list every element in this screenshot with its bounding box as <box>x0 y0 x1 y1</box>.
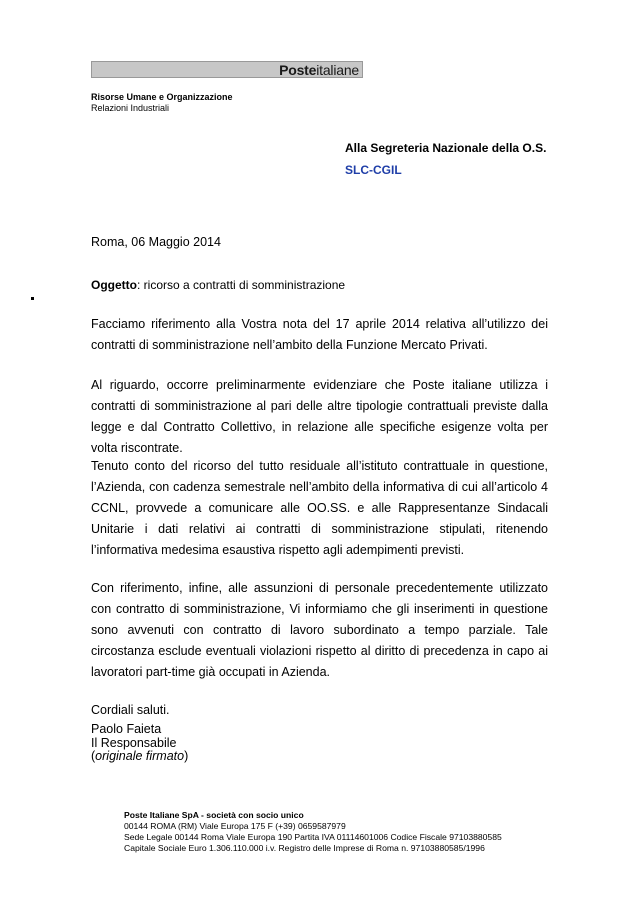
logo-regular-text: italiane <box>316 62 359 78</box>
signature-block <box>91 723 188 764</box>
margin-dot <box>31 297 34 300</box>
recipient-block <box>345 141 546 178</box>
note-text: originale firmato <box>95 749 185 763</box>
body-paragraph: Tenuto conto del ricorso del tutto residuale all’istituto contrattuale in questione, l’Azienda, con cadenza semestrale nell’ambito della informativa di cui all’articolo 4 CCNL, provvede a comunicare alle OO.SS. e alle Rappresentanze Sindacali Unitarie i dati relativi ai contratti di somministrazione stipulati, ritenendo l’informativa medesima esaustiva rispetto agli adempimenti previsti. <box>91 459 548 557</box>
office-name: Relazioni Industriali <box>91 103 170 113</box>
letter-subject <box>91 278 345 292</box>
recipient-line-2: SLC-CGIL <box>345 163 402 177</box>
note-open-paren: ( <box>91 749 96 763</box>
letterhead-bar <box>91 61 363 78</box>
body-paragraph: Facciamo riferimento alla Vostra nota del 17 aprile 2014 relativa all’utilizzo dei contratti di somministrazione nell’ambito della Funzione Mercato Privati. <box>91 317 548 352</box>
signature-note <box>91 750 188 764</box>
body-paragraph: Con riferimento, infine, alle assunzioni di personale precedentemente utilizzato con contratto di somministrazione, Vi informiamo che gli inserimenti in questione sono avvenuti con contratto di lavoro subordinato a tempo parziale. Tale circostanza esclude eventuali violazioni rispetto al diritto di precedenza in capo ai lavoratori part-time già occupati in Azienda. <box>91 581 548 679</box>
note-close-paren: ) <box>184 749 189 763</box>
subject-label: Oggetto <box>91 278 137 292</box>
body-paragraph: Al riguardo, occorre preliminarmente evidenziare che Poste italiane utilizza i contratti di somministrazione al pari delle altre tipologie contrattuali previste dalla legge e dal Contratto Collettivo, in relazione alle specifiche esigenze volta per volta riscontrate. <box>91 378 548 455</box>
sender-department <box>91 92 233 114</box>
footer-company: Poste Italiane SpA - società con socio unico <box>124 810 304 820</box>
signer-name: Paolo Faieta <box>91 722 162 736</box>
footer-address: 00144 ROMA (RM) Viale Europa 175 F (+39) 0659587979 <box>124 821 346 831</box>
footer-legal: Sede Legale 00144 Roma Viale Europa 190 Partita IVA 01114601006 Codice Fiscale 97103880585 <box>124 832 502 842</box>
logo-bold-text: Poste <box>279 62 317 78</box>
department-name: Risorse Umane e Organizzazione <box>91 92 233 102</box>
signer-role: Il Responsabile <box>91 735 177 750</box>
closing-salutation: Cordiali saluti. <box>91 703 170 717</box>
recipient-line-1: Alla Segreteria Nazionale della O.S. <box>345 141 547 155</box>
letter-footer <box>124 810 502 854</box>
letter-date: Roma, 06 Maggio 2014 <box>91 235 221 249</box>
poste-italiane-logo <box>279 62 359 79</box>
footer-capital: Capitale Sociale Euro 1.306.110.000 i.v. Registro delle Imprese di Roma n. 97103880585/1996 <box>124 843 485 853</box>
subject-text: : ricorso a contratti di somministrazione <box>137 278 346 292</box>
